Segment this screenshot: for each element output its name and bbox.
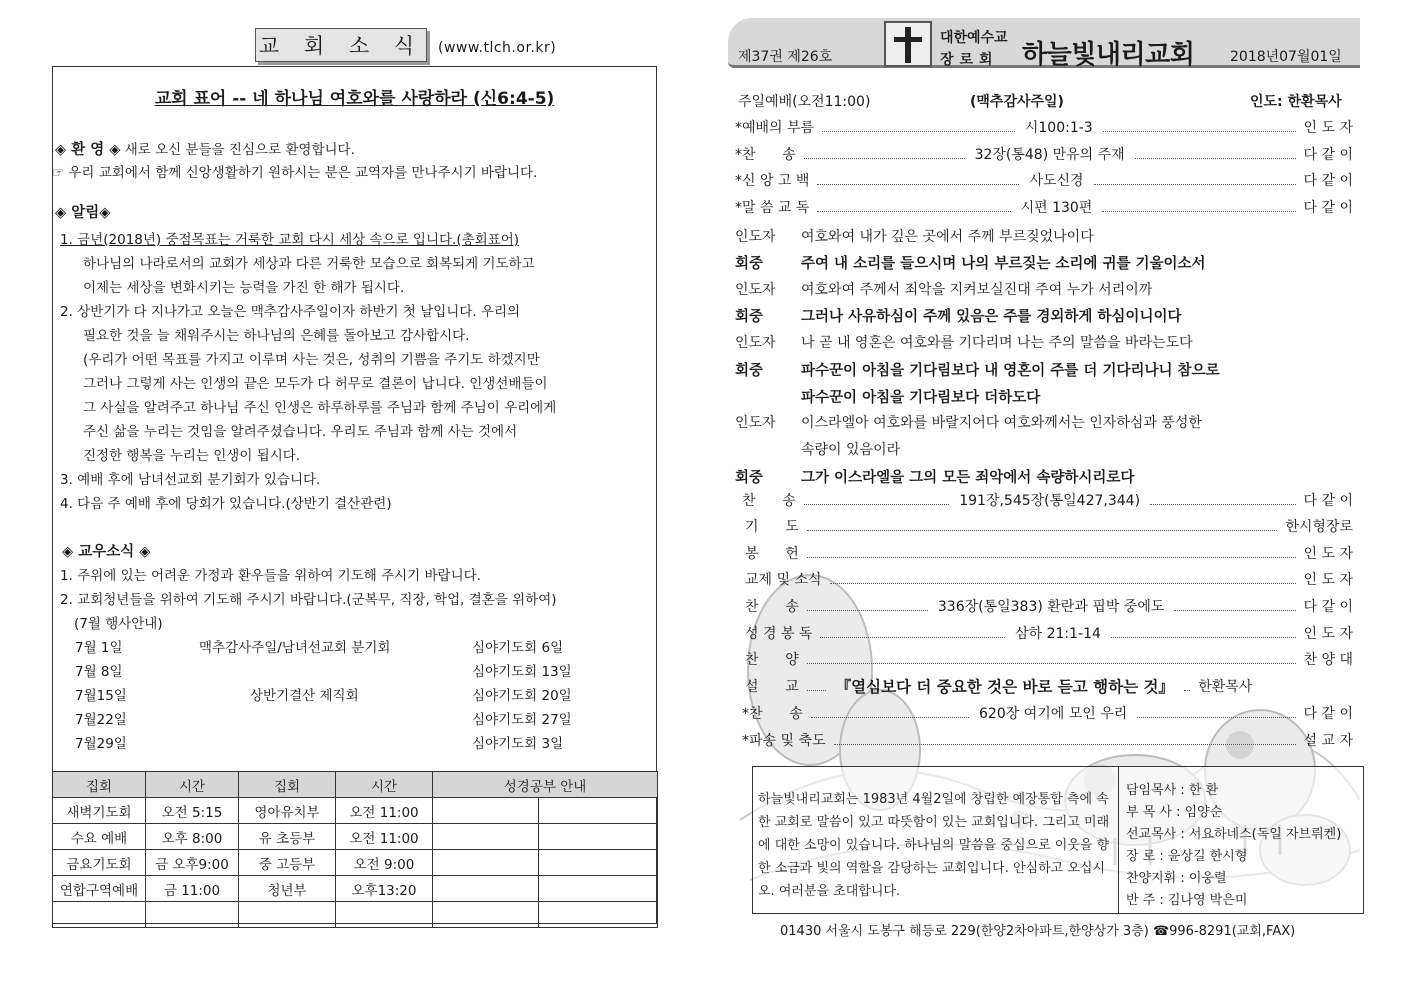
order-item: *예배의 부름 시100:1-3 인 도 자 (735, 120, 1353, 136)
notice-line: 4. 다음 주 예배 후에 당회가 있습니다.(상반기 결산관련) (60, 496, 392, 512)
responsive-line: 회중 그러나 사유하심이 주께 있음은 주를 경외하게 하심이니이다 (735, 309, 1182, 325)
events-caption: (7월 행사안내) (74, 616, 163, 632)
order-item: 교제 및 소식 인 도 자 (745, 572, 1353, 588)
staff-item: 반 주 : 김나영 박은미 (1126, 893, 1248, 908)
service-leader: 인도: 한환목사 (1250, 94, 1342, 110)
col-header: 성경공부 안내 (433, 772, 658, 798)
table-cell (433, 876, 539, 902)
welcome-note: ☞ 우리 교회에서 함께 신앙생활하기 원하시는 분은 교역자를 만나주시기 바랍니다. (52, 165, 538, 181)
notice-line: 3. 예배 후에 남녀선교회 분기회가 있습니다. (60, 472, 321, 488)
notice-line: 하나님의 나라로서의 교회가 세상과 다른 거룩한 모습으로 회복되게 기도하고 (83, 256, 535, 272)
table-cell: 청년부 (239, 876, 336, 902)
responsive-line: 인도자 나 곧 내 영혼은 여호와를 기다리며 나는 주의 말씀을 바라는도다 (735, 335, 1193, 351)
table-cell (433, 902, 539, 928)
sermon-title: 『열심보다 더 중요한 것은 바로 듣고 행하는 것』 (835, 678, 1174, 696)
table-cell: 오후13:20 (336, 876, 433, 902)
staff-item: 선교목사 : 서요하네스(독일 자브뤼켄) (1126, 827, 1342, 842)
order-item: 성 경 봉 독 삼하 21:1-14 인 도 자 (745, 626, 1353, 642)
event-dawn: 심야기도회 3일 (472, 736, 564, 752)
welcome-heading: ◈ 환 영 ◈ (55, 142, 121, 158)
staff-item: 부 목 사 : 임양순 (1126, 805, 1223, 820)
event-dawn: 심야기도회 27일 (472, 712, 572, 728)
table-cell: 오전 9:00 (336, 850, 433, 876)
service-title: 주일예배(오전11:00) (738, 94, 871, 110)
table-cell (53, 902, 146, 928)
order-item: 찬 송 191장,545장(통일427,344) 다 같 이 (742, 493, 1354, 509)
table-row (53, 798, 658, 824)
prayer-heading: ◈ 교우소식 ◈ (62, 544, 151, 560)
table-cell: 오전 11:00 (336, 824, 433, 850)
event-name: 맥추감사주일/남녀선교회 분기회 (199, 640, 391, 656)
issue-number: 제37권 제26호 (738, 49, 833, 65)
staff-item: 장 로 : 윤상길 한시형 (1126, 849, 1248, 864)
notice-line: 필요한 것을 늘 채워주시는 하나님의 은혜를 돌아보고 감사합시다. (83, 328, 470, 344)
church-logo (884, 21, 932, 67)
table-cell: 오후 8:00 (146, 824, 239, 850)
cross-bar (894, 37, 922, 42)
notice-line: 이제는 세상을 변화시키는 능력을 가진 한 해가 됩시다. (83, 280, 405, 296)
notice-line: 2. 상반기가 다 지나가고 오늘은 맥추감사주일이자 하반기 첫 날입니다. 우리의 (60, 304, 521, 320)
col-header: 집회 (53, 772, 146, 798)
event-dawn: 심야기도회 20일 (472, 688, 572, 704)
church-address: 01430 서울시 도봉구 해등로 229(한양2차아파트,한양상가 3층) ☎996-8291(교회,FAX) (780, 924, 1296, 939)
order-item: 찬 양 찬 양 대 (745, 652, 1353, 668)
table-cell: 오전 5:15 (146, 798, 239, 824)
event-name: 상반기결산 제직회 (250, 688, 359, 704)
event-dawn: 심야기도회 13일 (472, 664, 572, 680)
order-item: *말 씀 교 독 시편 130편 다 같 이 (735, 200, 1353, 216)
col-header: 시간 (336, 772, 433, 798)
responsive-line: 파수꾼이 아침을 기다림보다 더하도다 (801, 390, 1041, 406)
table-row (53, 876, 658, 902)
welcome-section (55, 143, 355, 158)
table-row (53, 824, 658, 850)
prayer-line: 1. 주위에 있는 어려운 가정과 환우들을 위하여 기도해 주시기 바랍니다. (60, 568, 481, 584)
church-name: 하늘빛내리교회 (1022, 40, 1195, 70)
table-cell (239, 902, 336, 928)
church-motto (52, 84, 657, 109)
event-date: 7월 1일 (75, 640, 123, 656)
meeting-schedule-table (52, 771, 658, 928)
table-cell (539, 902, 658, 928)
staff-item: 담임목사 : 한 환 (1126, 783, 1219, 798)
table-cell: 새벽기도회 (53, 798, 146, 824)
order-item: *찬 송 32장(통48) 만유의 주재 다 같 이 (735, 147, 1354, 163)
table-cell: 수요 예배 (53, 824, 146, 850)
order-item: 기 도 한시형장로 (745, 519, 1353, 535)
welcome-text: 새로 오신 분들을 진심으로 환영합니다. (124, 142, 355, 158)
table-cell (539, 876, 658, 902)
page-title: 교 회 소 식 (255, 28, 427, 62)
table-cell (146, 902, 239, 928)
responsive-line: 회중 주여 내 소리를 들으시며 나의 부르짖는 소리에 귀를 기울이소서 (735, 256, 1206, 272)
order-item: *신 앙 고 백 사도신경 다 같 이 (735, 173, 1354, 189)
table-cell: 금 오후9:00 (146, 850, 239, 876)
notice-heading: ◈ 알림◈ (55, 205, 111, 221)
notice-line: 주신 삶을 누리는 것임을 알려주셨습니다. 우리도 주님과 함께 사는 것에서 (83, 424, 518, 440)
service-theme: (맥추감사주일) (970, 94, 1064, 110)
church-intro: 하늘빛내리교회는 1983년 4월2일에 창립한 예장통합 측에 속한 교회로 말씀이 있고 따뜻함이 있는 교회입니다. 그리고 미래에 대한 소망이 있습니다. 하나님의 말씀을 중심으로 이웃을 향한 소금과 빛의 역할을 감당하는 교회입니다. 안심하고 오십시오. 여러분을 초대합니다. (758, 792, 1110, 899)
table-cell (433, 824, 539, 850)
motto-text: 교회 표어 -- 네 하나님 여호와를 사랑하라 (신6:4-5) (154, 89, 555, 109)
prayer-line: 2. 교회청년들을 위하여 기도해 주시기 바랍니다.(군복무, 직장, 학업, 결혼을 위하여) (60, 592, 557, 608)
denomination: 대한예수교 (940, 30, 1008, 46)
table-cell: 유 초등부 (239, 824, 336, 850)
notice-line: (우리가 어떤 목표를 가지고 이루며 사는 것은, 성취의 기쁨을 주기도 하겠지만 (83, 352, 540, 368)
table-cell: 금 11:00 (146, 876, 239, 902)
table-cell: 오전 11:00 (336, 798, 433, 824)
event-date: 7월29일 (75, 736, 127, 752)
staff-item: 찬양지휘 : 이웅렬 (1126, 871, 1227, 886)
notice-line: 진정한 행복을 누리는 인생이 됩시다. (83, 448, 301, 464)
col-header: 시간 (146, 772, 239, 798)
table-cell (336, 902, 433, 928)
divider (1118, 766, 1119, 914)
event-dawn: 심야기도회 6일 (472, 640, 564, 656)
table-cell (539, 850, 658, 876)
event-date: 7월 8일 (75, 664, 123, 680)
responsive-line: 속량이 있음이라 (801, 442, 901, 458)
cross-icon (905, 27, 911, 63)
event-date: 7월22일 (75, 712, 127, 728)
table-cell: 금요기도회 (53, 850, 146, 876)
responsive-line: 인도자 여호와여 내가 깊은 곳에서 주께 부르짖었나이다 (735, 229, 1094, 245)
order-item: *찬 송 620장 여기에 모인 우리 다 같 이 (742, 706, 1353, 722)
responsive-line: 인도자 여호와여 주께서 죄악을 지켜보실진대 주여 누가 서리이까 (735, 282, 1153, 298)
table-header-row (53, 772, 658, 798)
sermon-item: 설 교 『열심보다 더 중요한 것은 바로 듣고 행하는 것』 한환목사 (745, 675, 1353, 697)
order-item: 봉 헌 인 도 자 (745, 546, 1353, 562)
order-item: 찬 송 336장(통일383) 환란과 핍박 중에도 다 같 이 (745, 599, 1353, 615)
event-date: 7월15일 (75, 688, 127, 704)
website-url[interactable]: (www.tlch.or.kr) (438, 40, 557, 56)
order-item: *파송 및 축도 설 교 자 (742, 733, 1353, 749)
responsive-line: 회중 파수꾼이 아침을 기다림보다 내 영혼이 주를 더 기다리나니 참으로 (735, 363, 1220, 379)
responsive-line: 인도자 이스라엘아 여호와를 바랄지어다 여호와께서는 인자하심과 풍성한 (735, 415, 1202, 431)
notice-line: 1. 금년(2018년) 중점목표는 거룩한 교회 다시 세상 속으로 입니다.(총회표어) (60, 232, 520, 248)
col-header: 집회 (239, 772, 336, 798)
bulletin-date: 2018년07월01일 (1230, 49, 1342, 65)
table-cell: 중 고등부 (239, 850, 336, 876)
table-cell: 영아유치부 (239, 798, 336, 824)
table-cell (539, 798, 658, 824)
table-cell (433, 850, 539, 876)
notice-line: 그러나 그렇게 사는 인생의 끝은 모두가 다 허무로 결론이 납니다. 인생선배들이 (83, 376, 548, 392)
table-cell (539, 824, 658, 850)
responsive-line: 회중 그가 이스라엘을 그의 모든 죄악에서 속량하시리로다 (735, 470, 1135, 486)
denomination-sub: 장로회 (940, 52, 999, 68)
table-row (53, 850, 658, 876)
notice-line: 그 사실을 알려주고 하나님 주신 인생은 하루하루를 주님과 함께 주님이 우리에게 (83, 400, 557, 416)
table-row (53, 902, 658, 928)
table-cell (433, 798, 539, 824)
table-cell: 연합구역예배 (53, 876, 146, 902)
